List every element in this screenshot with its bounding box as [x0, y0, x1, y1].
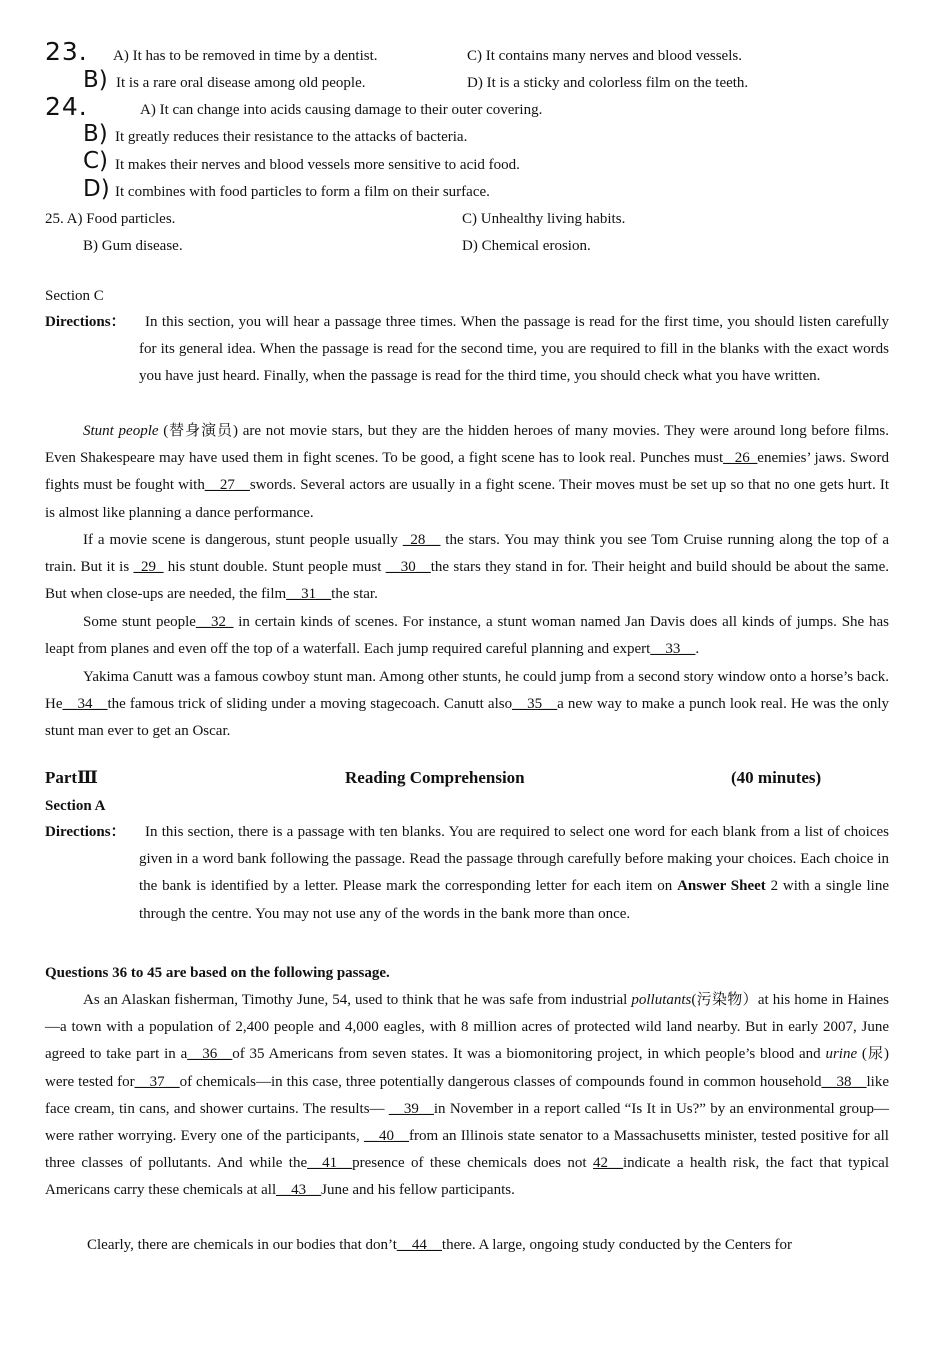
blank-33[interactable]: __33__ [650, 641, 696, 658]
q24-option-b: It greatly reduces their resistance to the attacks of bacteria. [115, 129, 468, 145]
blank-36[interactable]: __36__ [187, 1046, 233, 1063]
blank-35[interactable]: __35__ [512, 696, 558, 713]
q23-option-c: C) It contains many nerves and blood vessels. [467, 48, 742, 64]
blank-40[interactable]: __40__ [363, 1128, 409, 1145]
section-c-paragraph-2: If a movie scene is dangerous, stunt people usually _28__ the stars. You may think you see Tom Cruise running along the top of a train. But it is _29_ his stunt double. Stunt people must __30__the stars they stand in for. Their height and build should be about the same. But when close-ups are needed, the film__31__the star. [45, 532, 890, 603]
blank-31[interactable]: __31__ [286, 586, 332, 603]
blank-30[interactable]: __30__ [385, 559, 431, 576]
blank-29[interactable]: _29_ [133, 559, 164, 576]
part-3-label: PartⅢ [45, 768, 98, 787]
section-a-directions: In this section, there is a passage with ten blanks. You are required to select one word for each blank from a list of choices given in a word bank following the passage. Read the passage through carefully before making your choices. Each choice in the bank is identified by a letter. Please mark the corresponding letter for each item on Answer Sheet 2 with a single line through the centre. You may not use any of the words in the bank more than once. [139, 824, 889, 922]
section-a-title: Section A [45, 798, 106, 814]
section-c-title: Section C [45, 288, 104, 304]
question-23-number: 23. [45, 37, 88, 66]
question-24-number: 24. [45, 92, 88, 121]
q25-option-b: B) Gum disease. [83, 238, 183, 254]
answer-sheet-label: Answer Sheet [677, 878, 766, 895]
q24-option-b-letter: B) [83, 121, 108, 147]
blank-37[interactable]: __37__ [134, 1073, 180, 1090]
blank-26[interactable]: _ 26_ [723, 450, 758, 467]
q24-option-d-letter: D) [83, 176, 110, 202]
q24-option-c-letter: C) [83, 148, 109, 174]
blank-32[interactable]: __32_ [195, 614, 234, 630]
blank-28[interactable]: _28__ [402, 532, 441, 548]
term-stunt-people: Stunt people [83, 423, 159, 439]
part-3-title: Reading Comprehension [345, 768, 525, 787]
part-3-time: (40 minutes) [731, 768, 822, 787]
blank-39[interactable]: __39__ [388, 1100, 434, 1117]
blank-34[interactable]: __34__ [62, 696, 108, 713]
blank-27[interactable]: __27__ [204, 477, 250, 494]
q25-option-d: D) Chemical erosion. [462, 238, 591, 254]
q24-option-c: It makes their nerves and blood vessels more sensitive to acid food. [115, 157, 520, 173]
blank-41[interactable]: __41__ [307, 1155, 353, 1172]
q25-option-a: 25. A) Food particles. [45, 211, 176, 227]
questions-heading: Questions 36 to 45 are based on the following passage. [45, 965, 390, 981]
section-c-paragraph-4: Yakima Canutt was a famous cowboy stunt man. Among other stunts, he could jump from a second story window onto a horse’s back. He__34__the famous trick of sliding under a moving stagecoach. Canutt also__35__a new way to make a punch look real. He was the only stunt man ever to get an Oscar. [45, 669, 889, 740]
section-c-paragraph-3: Some stunt people__32_ in certain kinds of scenes. For instance, a stunt woman named Jan Davis does all kinds of jumps. She has leapt from planes and even off the top of a waterfall. Each jump required careful planning and expert__33__. [45, 614, 889, 658]
section-c-paragraph-1: Stunt people (替身演员) are not movie stars, but they are the hidden heroes of many movies. They were around long before films. Even Shakespeare may have used them in fight scenes. To be good, a fight scene has to look real. Punches must_ 26_enemies’ jaws. Sword fights must be fought with__27__swords. Several actors are usually in a fight scene. Their moves must be set up so that no one gets hurt. It is almost like planning a dance performance. [45, 423, 890, 521]
term-pollutants: pollutants [631, 992, 692, 1008]
section-c-directions-label: Directions： [45, 314, 126, 330]
blank-44[interactable]: __44__ [396, 1237, 442, 1253]
blank-43[interactable]: __43__ [276, 1182, 322, 1199]
reading-paragraph-1: As an Alaskan fisherman, Timothy June, 54, used to think that he was safe from industrial pollutants(污染物）at his home in Haines—a town with a population of 2,400 people and 4,000 eagles, with 8 million acres of protected wild land nearby. But in early 2007, June agreed to take part in a__36__of 35 Americans from seven states. It was a biomonitoring project, in which people’s blood and urine (尿) were tested for__37__of chemicals—in this case, three potentially dangerous classes of compounds found in common household__38__like face cream, tin cans, and shower curtains. The results— __39__in November in a report called “Is It in Us?” by an environmental group—were rather worrying. Every one of the participants, __40__from an Illinois state senator to a Massachusetts minister, tested positive for all three classes of pollutants. And while the__41__presence of these chemicals does not 42__indicate a health risk, the fact that typical Americans carry these chemicals at all__43__June and his fellow participants. [45, 992, 889, 1199]
q23-option-b: It is a rare oral disease among old people. [116, 75, 366, 91]
term-urine: urine [825, 1046, 858, 1063]
q24-option-d: It combines with food particles to form a film on their surface. [115, 184, 490, 200]
q23-option-a: A) It has to be removed in time by a dentist. [113, 48, 378, 64]
blank-42[interactable]: 42__ [593, 1155, 623, 1172]
section-a-directions-label: Directions： [45, 824, 126, 840]
q25-option-c: C) Unhealthy living habits. [462, 211, 626, 227]
section-c-directions: In this section, you will hear a passage three times. When the passage is read for the first time, you should listen carefully for its general idea. When the passage is read for the second time, you are required to fill in the blanks with the exact words you have just heard. Finally, when the passage is read for the third time, you should check what you have written. [139, 314, 889, 385]
q23-option-b-letter: B) [83, 67, 108, 93]
q24-option-a: A) It can change into acids causing damage to their outer covering. [140, 102, 543, 118]
blank-38[interactable]: __38__ [821, 1073, 867, 1090]
q23-option-d: D) It is a sticky and colorless film on the teeth. [467, 75, 749, 91]
reading-paragraph-2: Clearly, there are chemicals in our bodies that don’t__44__there. A large, ongoing study conducted by the Centers for [87, 1237, 792, 1253]
